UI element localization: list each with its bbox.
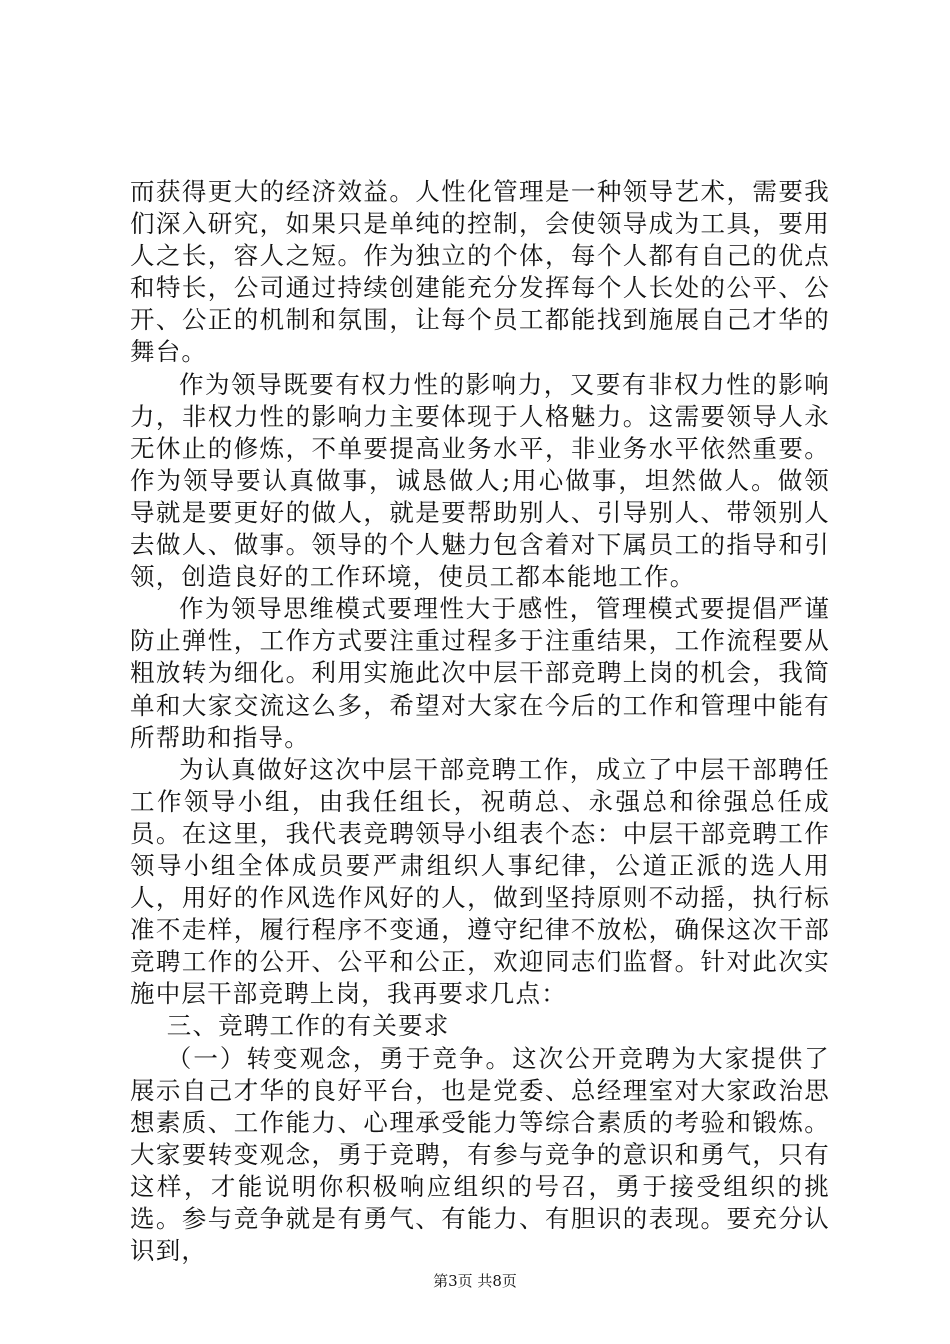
paragraph-2: 作为领导既要有权力性的影响力，又要有非权力性的影响力，非权力性的影响力主要体现于人格魅力。这需要领导人永无休止的修炼，不单要提高业务水平，非业务水平依然重要。作为领导要认真做事，诚恳做人;用心做事，坦然做人。做领导就是要更好的做人，就是要帮助别人、引导别人、带领别人去做人、做事。领导的个人魅力包含着对下属员工的指导和引领，创造良好的工作环境，使员工都本能地工作。 xyxy=(130,369,830,592)
paragraph-3: 作为领导思维模式要理性大于感性，管理模式要提倡严谨防止弹性，工作方式要注重过程多于注重结果，工作流程要从粗放转为细化。利用实施此次中层干部竞聘上岗的机会，我简单和大家交流这么多，希望对大家在今后的工作和管理中能有所帮助和指导。 xyxy=(130,594,830,752)
paragraph-1: 而获得更大的经济效益。人性化管理是一种领导艺术，需要我们深入研究，如果只是单纯的控制，会使领导成为工具，要用人之长，容人之短。作为独立的个体，每个人都有自己的优点和特长，公司通过持续创建能充分发挥每个人长处的公平、公开、公正的机制和氛围，让每个员工都能找到施展自己才华的舞台。 xyxy=(130,177,830,367)
paragraph-4: 为认真做好这次中层干部竞聘工作，成立了中层干部聘任工作领导小组，由我任组长，祝萌总、永强总和徐强总任成员。在这里，我代表竞聘领导小组表个态：中层干部竞聘工作领导小组全体成员要严肃组织人事纪律，公道正派的选人用人，用好的作风选作风好的人，做到坚持原则不动摇，执行标准不走样，履行程序不变通，遵守纪律不放松，确保这次干部竞聘工作的公开、公平和公正，欢迎同志们监督。针对此次实施中层干部竞聘上岗，我再要求几点： xyxy=(130,754,830,1009)
page-footer: 第3页 共8页 xyxy=(433,1272,517,1290)
document-body xyxy=(130,176,830,1267)
paragraph-5: （一）转变观念，勇于竞争。这次公开竞聘为大家提供了展示自己才华的良好平台，也是党委、总经理室对大家政治思想素质、工作能力、心理承受能力等综合素质的考验和锻炼。大家要转变观念，勇于竞聘，有参与竞争的意识和勇气，只有这样，才能说明你积极响应组织的号召，勇于接受组织的挑选。参与竞争就是有勇气、有能力、有胆识的表现。要充分认识到， xyxy=(130,1043,830,1266)
section-heading: 三、竞聘工作的有关要求 xyxy=(166,1011,450,1041)
